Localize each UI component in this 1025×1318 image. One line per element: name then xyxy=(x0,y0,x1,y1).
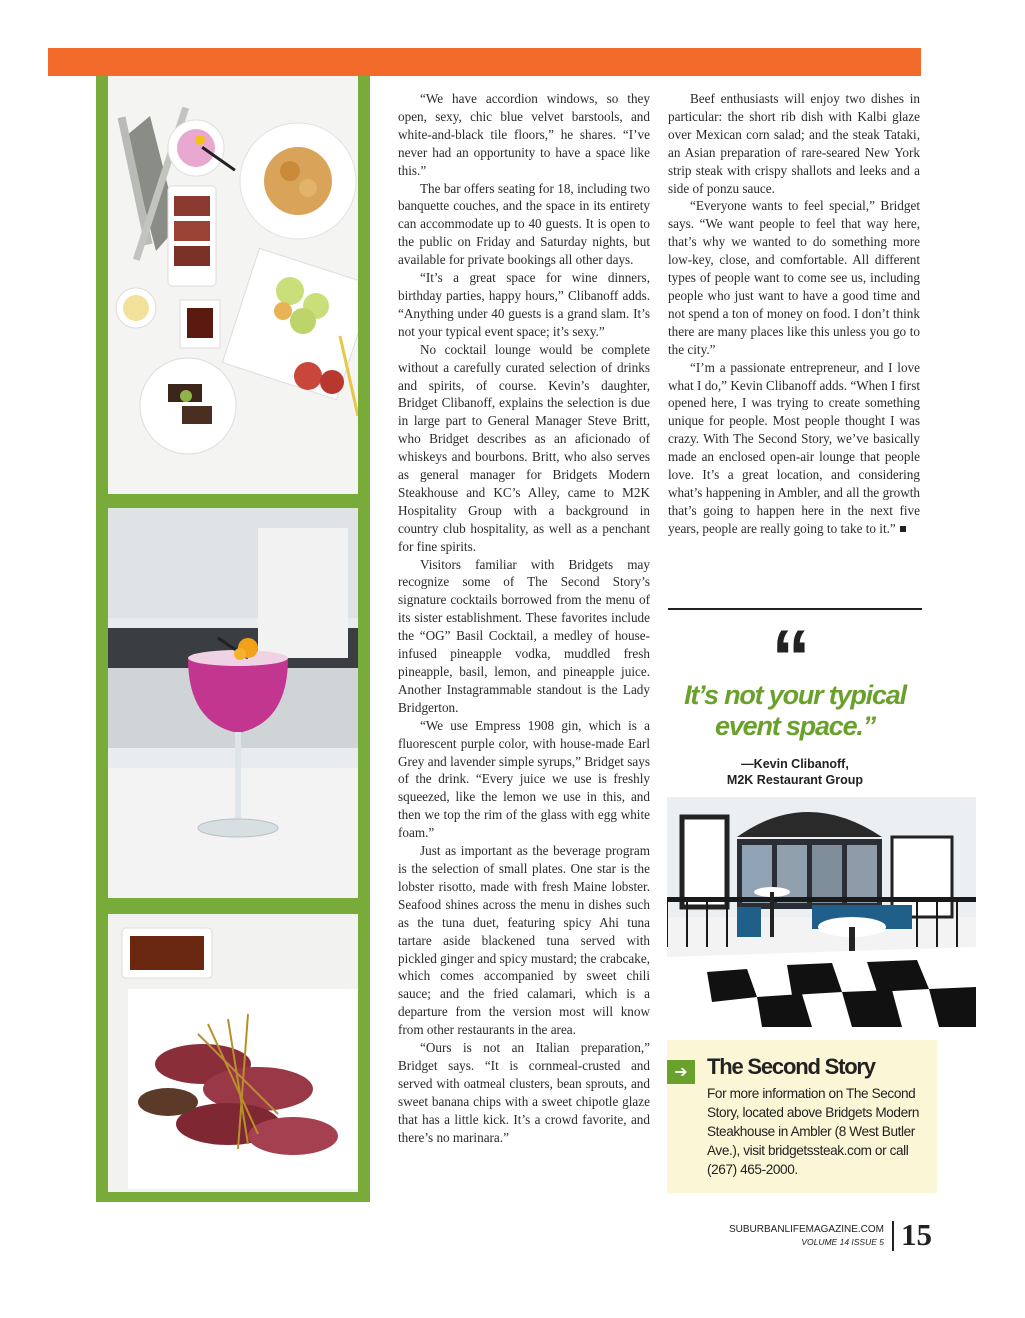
quote-mark-icon: “ xyxy=(771,613,811,701)
article-paragraph: “We have accordion windows, so they open, sexy, chic blue velvet barstools, and white-and-black tile floors,” he shares. “I’ve never had an opportunity to have a space like this.” xyxy=(398,91,650,178)
footer-website: SUBURBANLIFEMAGAZINE.COM xyxy=(728,1224,884,1235)
food-platter-photo xyxy=(108,76,358,494)
article-paragraph: The bar offers seating for 18, including two banquette couches, and the space in its entirety can accommodate up to 40 guests. It is open to the public on Friday and Saturday nights, but available for private bookings all other days. xyxy=(398,180,650,268)
article-paragraph: No cocktail lounge would be complete without a carefully curated selection of drinks and spirits, of course. Kevin’s daughter, Bridget Clibanoff, explains the selection is due in large part to General Manager Steve Britt, who Bridget describes as an aficionado of whiskeys and bourbons. Britt, who also serves as general manager for Bridgets Modern Steakhouse and KC’s Alley, came to M2K Hospitality Group with a background in country club hospitality, as well as a penchant for fine spirits. xyxy=(398,341,650,554)
pullquote-text: It’s not your typical event space.” xyxy=(684,680,906,741)
article-paragraph xyxy=(668,359,920,538)
article-paragraph: “We use Empress 1908 gin, which is a fluorescent purple color, with house-made Earl Grey and lavender simple syrups,” Bridget says of the drink. “Every juice we use is freshly squeezed, like the lemon we use in this, and then we top the rim of the glass with egg white foam.” xyxy=(398,717,650,841)
header-color-bar xyxy=(48,48,921,76)
pullquote-attribution xyxy=(668,756,922,788)
attribution-org: M2K Restaurant Group xyxy=(726,773,864,787)
footer-volume: VOLUME 14 ISSUE 5 xyxy=(801,1237,884,1247)
info-text: For more information on The Second Story, located above Bridgets Modern Steakhouse in Ambler (8 West Butler Ave.), visit bridgetssteak.com or call (267) 465-2000. xyxy=(707,1086,920,1177)
footer-divider xyxy=(892,1221,894,1251)
photo-column xyxy=(96,76,370,1202)
article-paragraph: “Ours is not an Italian preparation,” Bridget says. “It is cornmeal-crusted and served with oatmeal clusters, bean sprouts, and sweet banana chips with a sweet chipotle glaze that has a little kick. It’s a crowd favorite, and there’s no marinara.” xyxy=(398,1040,650,1145)
attribution-name: —Kevin Clibanoff, xyxy=(741,757,849,771)
article-paragraph: Just as important as the beverage program is the selection of small plates. One star is the lobster risotto, made with fresh Maine lobster. Seafood shines across the menu in dishes such as the tuna duet, featuring spicy Ahi tuna tartare aside blackened tuna served with pickled ginger and spicy mustard; the crabcake, which comes accompanied by sweet chili sauce; and the fried calamari, which is a departure from the version most will know from other restaurants in the area. xyxy=(398,843,650,1038)
article-paragraph: Beef enthusiasts will enjoy two dishes in particular: the short rib dish with Kalbi glaze over Mexican corn salad; and the steak Tataki, an Asian preparation of rare-seared New York strip steak with crispy shallots and leeks and a side of ponzu sauce. xyxy=(668,91,920,196)
cocktail-photo xyxy=(108,508,358,898)
page-number: 15 xyxy=(901,1217,932,1252)
arrow-right-icon: ➔ xyxy=(667,1060,695,1084)
article-paragraph: Visitors familiar with Bridgets may recognize some of The Second Story’s signature cocktails borrowed from the menu of its sister establishment. These favorites include the “OG” Basil Cocktail, a medley of house-infused pineapple vodka, muddled fresh pineapple, basil, lemon, and pineapple juice. Another Instagrammable standout is the Lady Bridgerton. xyxy=(398,556,650,715)
article-column-1 xyxy=(398,90,650,1146)
lounge-interior-photo xyxy=(667,797,976,1027)
article-paragraph: “Everyone wants to feel special,” Bridget says. “We want people to feel that way here, that’s why we wanted to do something more low-key, close, and comfortable. All different types of people want to come see us, including people who just want to have a good time and not spend a ton of money on food. I don’t think there are many places like this unless you go to the city.” xyxy=(668,198,920,357)
pullquote-rule xyxy=(668,608,922,610)
article-column-2 xyxy=(668,90,920,538)
info-box xyxy=(667,1040,937,1193)
info-title: The Second Story xyxy=(707,1054,875,1079)
article-paragraph-text: “I’m a passionate entrepreneur, and I love what I do,” Kevin Clibanoff adds. “When I first opened here, I was trying to create something unique for people. Most people thought I was crazy. With The Second Story, we’ve basically made an enclosed open-air lounge that people love. It’s a great location, and considering what’s happening in Ambler, and all the growth that’s going to happen here in the next five years, people are really going to take to it.” xyxy=(668,359,920,536)
article-paragraph: “It’s a great space for wine dinners, birthday parties, happy hours,” Clibanoff adds. “Anything under 40 guests is a grand slam. It’s not your typical event space; it’s sexy.” xyxy=(398,270,650,339)
end-mark-icon xyxy=(900,526,906,532)
steak-tataki-photo xyxy=(108,914,358,1192)
